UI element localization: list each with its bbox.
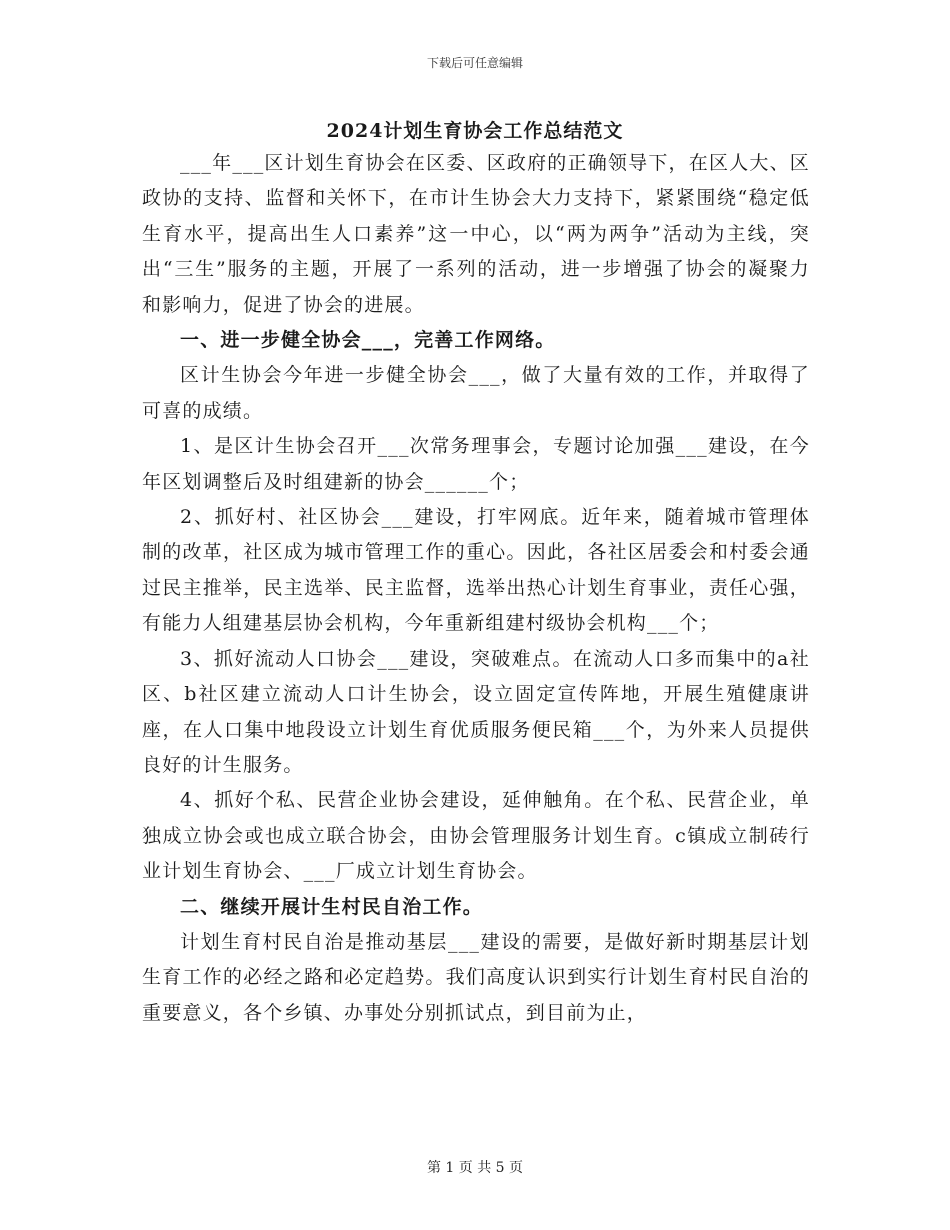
paragraph-intro: ___年___区计划生育协会在区委、区政府的正确领导下，在区人大、区政协的支持、监督和关怀下，在市计生协会大力支持下，紧紧围绕“稳定低生育水平，提高出生人口素养”这一中心，以“两为两争”活动为主线，突出“三生”服务的主题，开展了一系列的活动，进一步增强了协会的凝聚力和影响力，促进了协会的进展。 [142, 152, 810, 316]
paragraph: 区计生协会今年进一步健全协会___，做了大量有效的工作，并取得了可喜的成绩。 [142, 364, 810, 422]
section-heading-2: 二、继续开展计生村民自治工作。 [180, 895, 484, 918]
page-footer: 第 1 页 共 5 页 [426, 1160, 524, 1176]
list-item-1: 1、是区计生协会召开___次常务理事会，专题讨论加强___建设，在今年区划调整后及时组建新的协会______个； [142, 435, 810, 493]
header-note: 下载后可任意编辑 [426, 56, 523, 70]
document-body [142, 146, 810, 1031]
paragraph: 计划生育村民自治是推动基层___建设的需要，是做好新时期基层计划生育工作的必经之路和必定趋势。我们高度认识到实行计划生育村民自治的重要意义，各个乡镇、办事处分别抓试点，到目前为止， [142, 930, 810, 1024]
document-title: 2024计划生育协会工作总结范文 [326, 120, 624, 142]
list-item-4: 4、抓好个私、民营企业协会建设，延伸触角。在个私、民营企业，单独成立协会或也成立联合协会，由协会管理服务计划生育。c镇成立制砖行业计划生育协会、___厂成立计划生育协会。 [142, 789, 810, 883]
section-heading-1: 一、进一步健全协会___，完善工作网络。 [180, 329, 556, 352]
list-item-2: 2、抓好村、社区协会___建设，打牢网底。近年来，随着城市管理体制的改革，社区成为城市管理工作的重心。因此，各社区居委会和村委会通过民主推举，民主选举、民主监督，选举出热心计划生育事业，责任心强，有能力人组建基层协会机构，今年重新组建村级协会机构___个； [142, 506, 810, 635]
list-item-3: 3、抓好流动人口协会___建设，突破难点。在流动人口多而集中的a社区、b社区建立流动人口计生协会，设立固定宣传阵地，开展生殖健康讲座，在人口集中地段设立计划生育优质服务便民箱___个，为外来人员提供良好的计生服务。 [142, 647, 810, 776]
